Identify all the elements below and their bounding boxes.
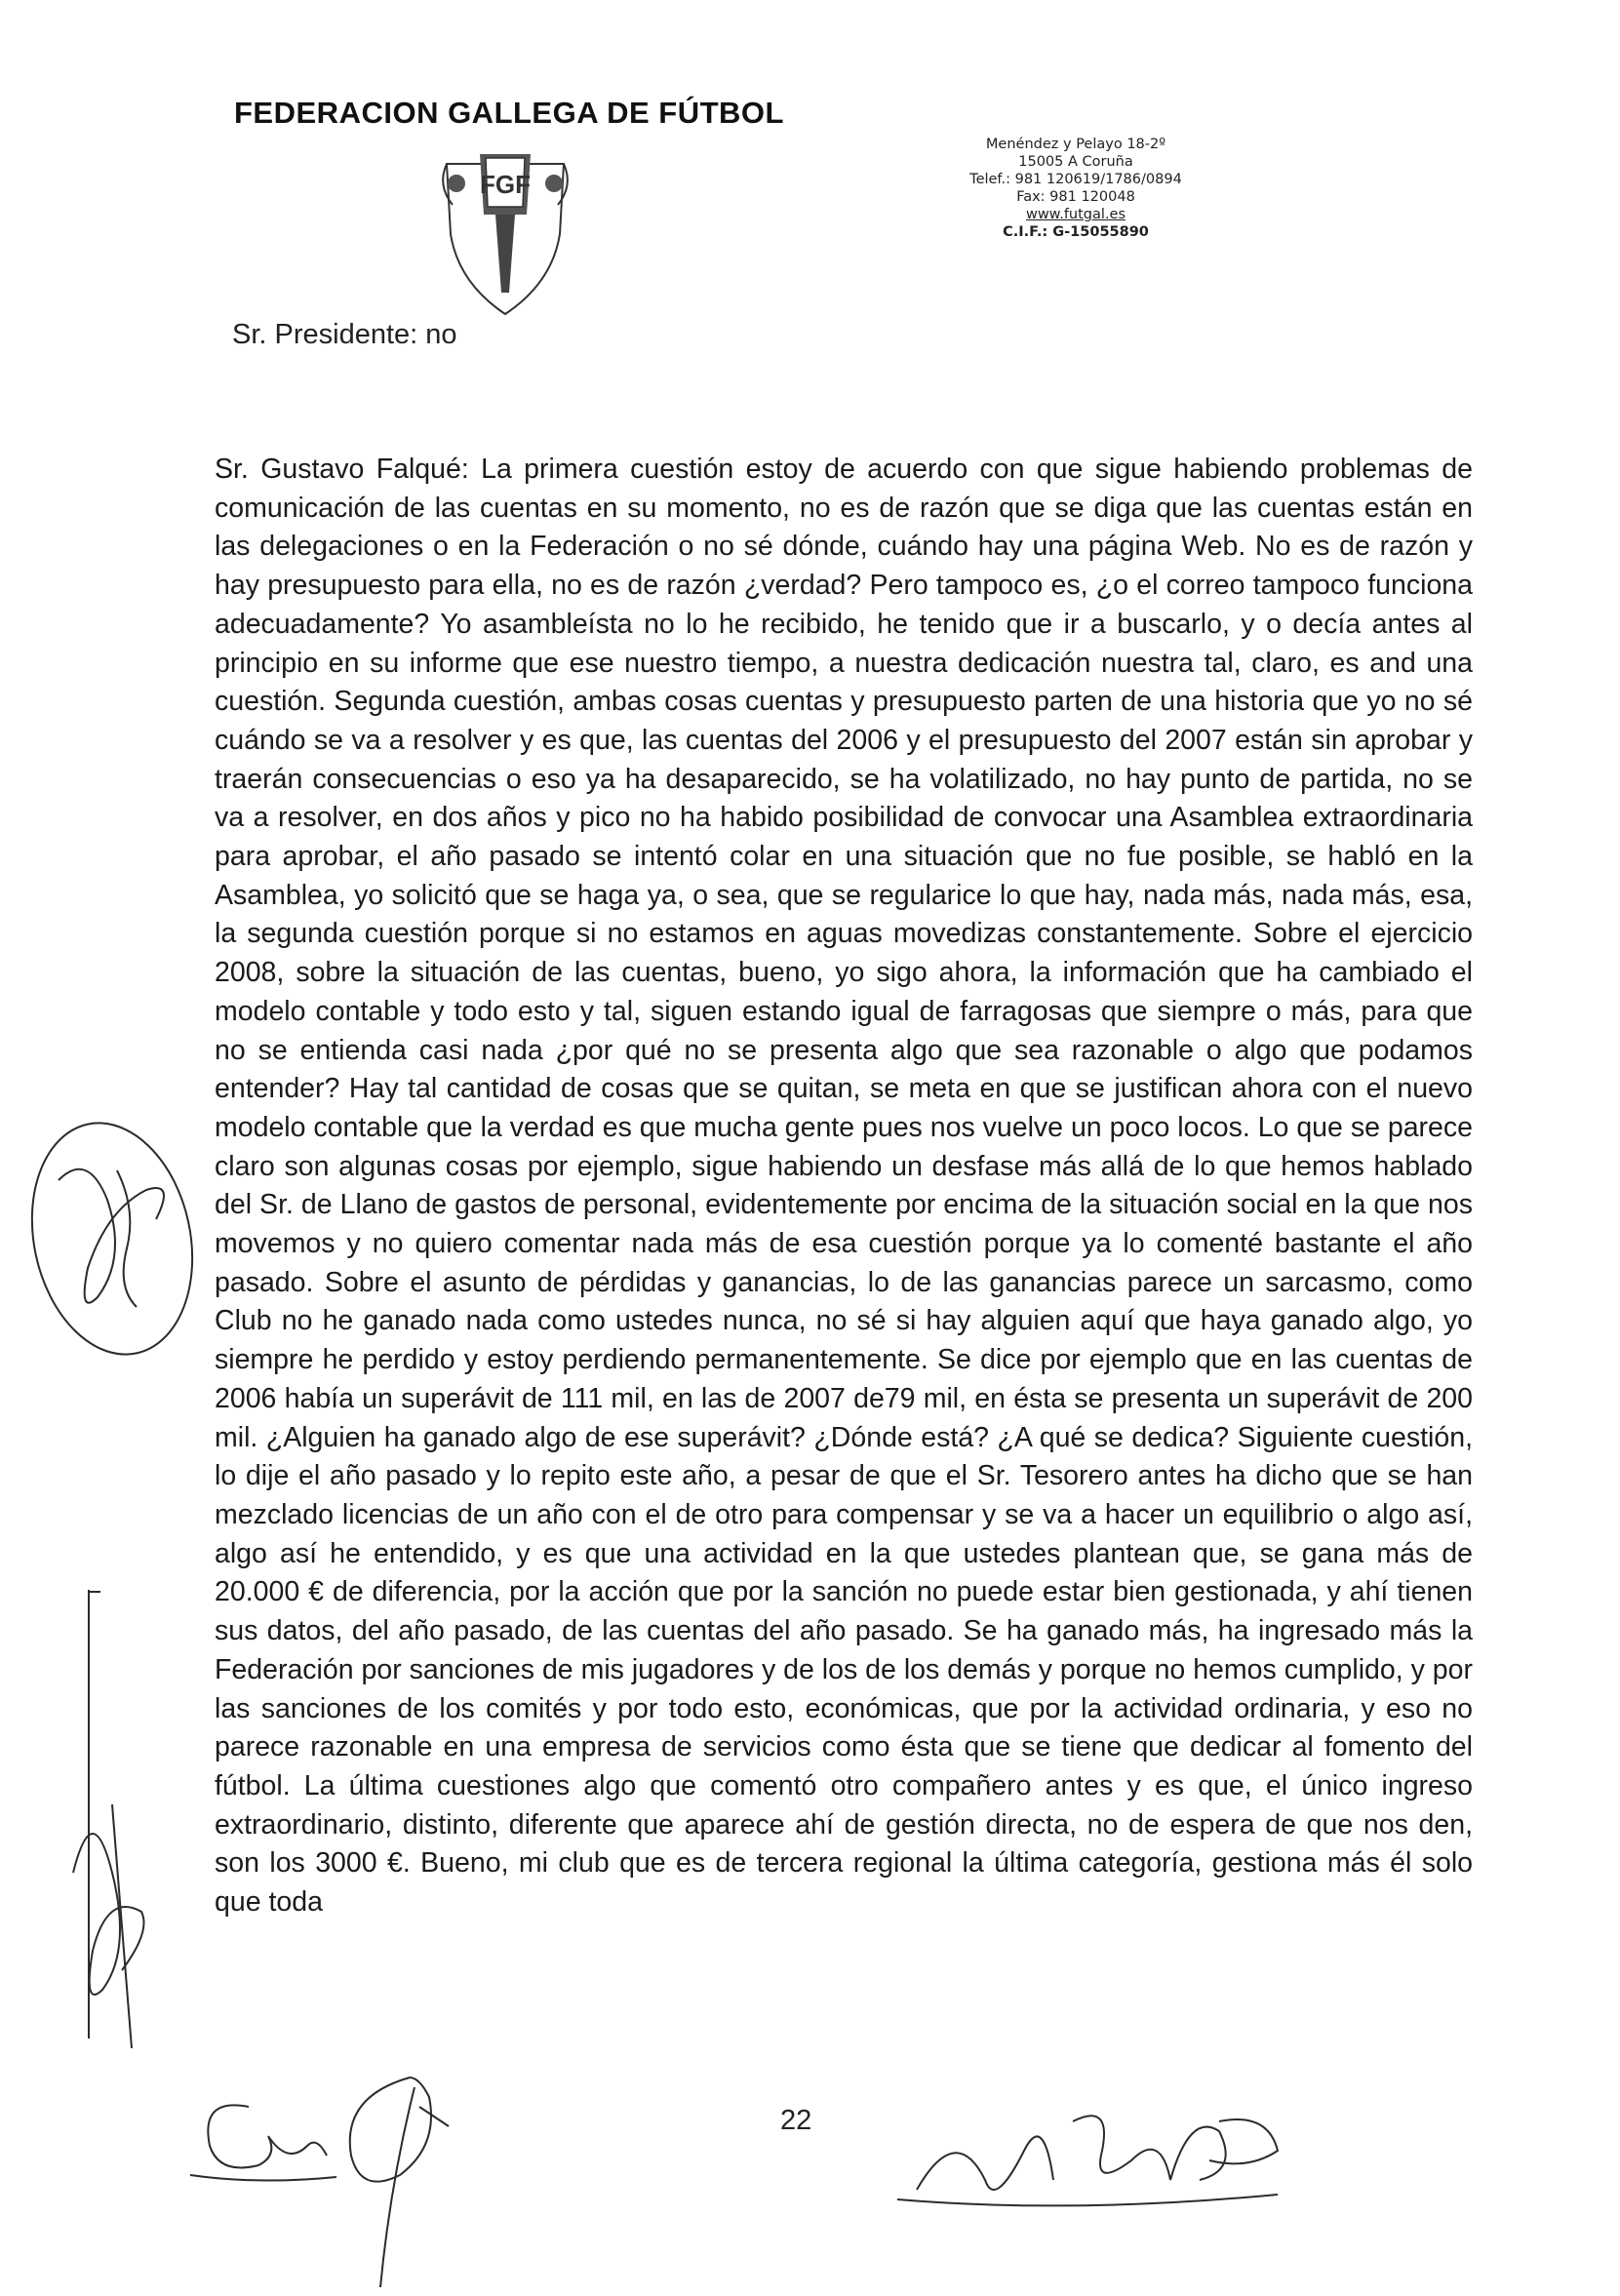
address-block [954, 136, 1198, 241]
address-street: Menéndez y Pelayo 18-2º [985, 137, 1166, 152]
organization-title: FEDERACION GALLEGA DE FÚTBOL [234, 96, 784, 130]
address-phone: Telef.: 981 120619/1786/0894 [969, 172, 1182, 187]
margin-signature-oval [20, 1112, 215, 1366]
address-fax: Fax: 981 120048 [1016, 189, 1135, 205]
page-number: 22 [780, 2105, 812, 2136]
federation-crest-logo [417, 146, 593, 322]
crest-monogram: FGF [480, 170, 531, 199]
tax-id: C.I.F.: G-15055890 [1003, 224, 1149, 240]
margin-signature-vertical [54, 1580, 161, 2087]
website-link[interactable]: www.futgal.es [1025, 207, 1126, 222]
address-city: 15005 A Coruña [1018, 154, 1133, 170]
footer-signature-middle [322, 2068, 468, 2292]
salutation-line: Sr. Presidente: no [232, 319, 457, 350]
footer-signature-right [878, 2092, 1287, 2219]
speech-paragraph: Sr. Gustavo Falqué: La primera cuestión estoy de acuerdo con que sigue habiendo problemas de comunicación de las cuentas en su momento, no es de razón que se diga que las cuentas están en las delegaciones o en la Federación o no sé dónde, cuándo hay una página Web. No es de razón y hay presupuesto para ella, no es de razón ¿verdad? Pero tampoco es, ¿o el correo tampoco funciona adecuadamente? Yo asambleísta no lo he recibido, he tenido que ir a buscarlo, y o decía antes al principio en su informe que ese nuestro tiempo, a nuestra dedicación nuestra tal, claro, es and una cuestión. Segunda cuestión, ambas cosas cuentas y presupuesto parten de una historia que yo no sé cuándo se va a resolver y es que, las cuentas del 2006 y el presupuesto del 2007 están sin aprobar y traerán consecuencias o eso ya ha desaparecido, se ha volatilizado, no hay punto de partida, no se va a resolver, en dos años y pico no ha habido posibilidad de convocar una Asamblea extraordinaria para aprobar, el año pasado se intentó colar en una situación que no fue posible, se habló en la Asamblea, yo solicitó que se haga ya, o sea, que se regularice lo que hay, nada más, nada más, esa, la segunda cuestión porque si no estamos en aguas movedizas constantemente. Sobre el ejercicio 2008, sobre la situación de las cuentas, bueno, yo sigo ahora, la información que ha cambiado el modelo contable y todo esto y tal, siguen estando igual de farragosas que siempre o más, para que no se entienda casi nada ¿por qué no se presenta algo que sea razonable o algo que podamos entender? Hay tal cantidad de cosas que se quitan, se meta en que se justifican ahora con el nuevo modelo contable que la verdad es que mucha gente pues nos vuelve un poco locos. Lo que se parece claro son algunas cosas por ejemplo, sigue habiendo un desfase más allá de lo que hemos hablado del Sr. de Llano de gastos de personal, evidentemente por encima de la situación social en la que nos movemos y no quiero comentar nada más de esa cuestión porque ya lo comenté bastante el año pasado. Sobre el asunto de pérdidas y ganancias, lo de las ganancias parece un sarcasmo, como Club no he ganado nada como ustedes nunca, no sé si hay alguien aquí que haya ganado algo, yo siempre he perdido y estoy perdiendo permanentemente. Se dice por ejemplo que en las cuentas de 2006 había un superávit de 111 mil, en las de 2007 de79 mil, en ésta se presenta un superávit de 200 mil. ¿Alguien ha ganado algo de ese superávit? ¿Dónde está? ¿A qué se dedica? Siguiente cuestión, lo dije el año pasado y lo repito este año, a pesar de que el Sr. Tesorero antes ha dicho que se han mezclado licencias de un año con el de otro para compensar y se va a hacer un equilibrio o algo así, algo así he entendido, y es que una actividad en la que ustedes plantean que, se gana más de 20.000 € de diferencia, por la acción que por la sanción no puede estar bien gestionada, y ahí tienen sus datos, del año pasado, de las cuentas del año pasado. Se ha ganado más, ha ingresado más la Federación por sanciones de mis jugadores y de los de los demás y porque no hemos cumplido, y por las sanciones de los comités y por todo esto, económicas, que por la actividad ordinaria, y eso no parece razonable en una empresa de servicios como ésta que se tiene que dedicar al fomento del fútbol. La última cuestiones algo que comentó otro compañero antes y es que, el único ingreso extraordinario, distinto, diferente que aparece ahí de gestión directa, no de espera de que nos den, son los 3000 €. Bueno, mi club que es de tercera regional la última categoría, gestiona más él solo que toda [215, 454, 1473, 1919]
